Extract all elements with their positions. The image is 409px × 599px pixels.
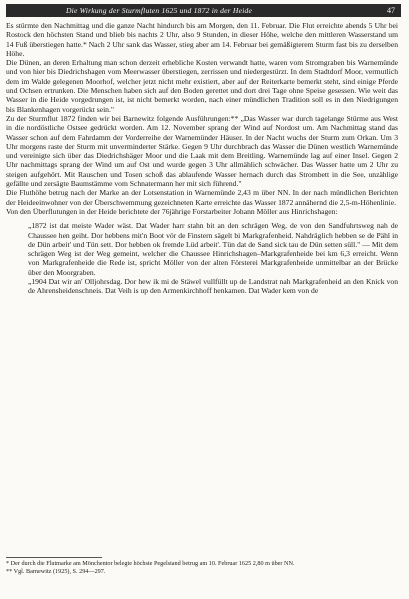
running-title: Die Wirkung der Sturmfluten 1625 und 1872 in der Heide xyxy=(66,6,253,15)
paragraph: Die Fluthöhe betrug nach der Marke an der Lotsenstation in Warnemünde 2,43 m über NN. In der nach mündlichen Berichten der Heideeinwohner von der Überschwemmung gezeichneten Karte erreichte das Wasser 1872 annähernd die 2,5-m-Höhenlinie. xyxy=(6,188,398,207)
footnotes xyxy=(6,560,398,575)
running-header xyxy=(6,4,401,17)
paragraph: Die Dünen, an deren Erhaltung man schon derzeit erhebliche Kosten verwandt hatte, waren vom Stromgraben bis Warnemünde und von hier bis Diedrichshagen vom Meerwasser überstiegen, zerrissen und niedergestürzt. In dem Stadtdorf Moor, vermutlich dem im Walde gelegenen Moorhof, welcher jetzt nicht mehr existiert, aber auf der Reiterkarte bemerkt steht, sind einige Pferde und Ochsen ertrunken. Die Menschen haben sich auf den Boden gerettet und dort drei Tage ohne Speise gesessen. Wie weit das Wasser in die Heide vorgedrungen ist, ist nicht bemerkt worden, nach einer mündlichen Tradition soll es in den Niedrigungen bis Blankenhagen vorgerückt sein." xyxy=(6,58,398,114)
footnote: ** Vgl. Barnewitz (1925), S. 294—297. xyxy=(6,567,106,575)
paragraph: Zu der Sturmflut 1872 finden wir bei Barnewitz folgende Ausführungen:** „Das Wasser war durch tagelange Stürme aus West in die nordöstliche Ostsee gedrückt worden. Am 12. November sprang der Wind auf Nordost um. Am Nachmittag stand das Wasser schon auf dem Fahrdamm der Vorderreihe der Warnemünder Häuser. In der Nacht wuchs der Sturm zum Orkan. Um 3 Uhr morgens raste der Sturm mit unverminderter Stärke. Gegen 9 Uhr durchbrach das Wasser die Dünen westlich Warnemünde und vereinigte sich über das Diedrichshäger Moor und die Laak mit dem Breitling. Warnemünde lag auf einer Insel. Gegen 2 Uhr nachmittags sprang der Wind um auf Ost und wurde gegen 3 Uhr allmählich schwächer. Das Wasser hatte um 2 Uhr zu steigen aufgehört. Mit Rauschen und Tosen schoß das ablaufende Wasser hernach durch das Strombett in die See, unzählige gefällte und zersägte Baumstämme vom Schnatermann her mit sich führend." xyxy=(6,113,398,189)
paragraph: Von den Überflutungen in der Heide berichtete der 76jährige Forstarbeiter Johann Möller aus Hinrichshagen: xyxy=(6,206,338,216)
block-quote: „1904 Dat wir an' Olljohrsdag. Dor hew ik mi de Stäwel vullfüllt up de Landstrat nah Markgrafenheid an den Knick von de Ahrensheidenschneis. Dat Veih is up den Armenkirchhoff henkamen. Dat Wader kem von de xyxy=(28,277,398,296)
footnote-divider xyxy=(6,557,102,558)
paragraph: Es stürmte den Nachmittag und die ganze Nacht hindurch bis am Morgen, den 11. Februar. Die Flut erreichte abends 5 Uhr bei Rostock den höchsten Stand und blieb bis nachts 2 Uhr, also 9 Stunden, in dieser Höhe, welche den mittleren Wasserstand um 14 Fuß überstiegen hatte.* Nach 2 Uhr sank das Wasser, stieg aber am 14. Februar bei gemäßigterem Sturm fast bis zu derselben Höhe. xyxy=(6,21,398,58)
block-quote: „1872 ist dat meiste Wader wäst. Dat Wader harr stahn bit an den schrägen Weg, de von den Sandfuhrtsweg nah de Chaussee hen geiht. Dor hebbens mit'n Boot vör de Finstern sägelt bi Markgrafenheid. Nahdräglich hebben se de Pähl in de Dün arbeit' und Tün sett. Dor hebben ok fremde Lüd arbeit'. Tün dat de Sand sick tau de Dün setten süll." — Mit dem schrägen Weg ist der Weg gemeint, welcher die Chaussee Hinrichshagen–Markgrafenheide bei km 6,3 erreicht. Wenn von Markgrafenheide die Rede ist, spricht Möller von der alten Försterei Markgrafenheide unmittelbar an der Brücke über den Moorgraben. xyxy=(28,221,398,277)
footnote: * Der durch die Flutmarke am Mönchentor belegte höchste Pegelstand betrug am 10. Februar 1625 2,80 m über NN. xyxy=(6,560,295,567)
body-text xyxy=(6,21,398,296)
page-number: 47 xyxy=(387,6,395,15)
